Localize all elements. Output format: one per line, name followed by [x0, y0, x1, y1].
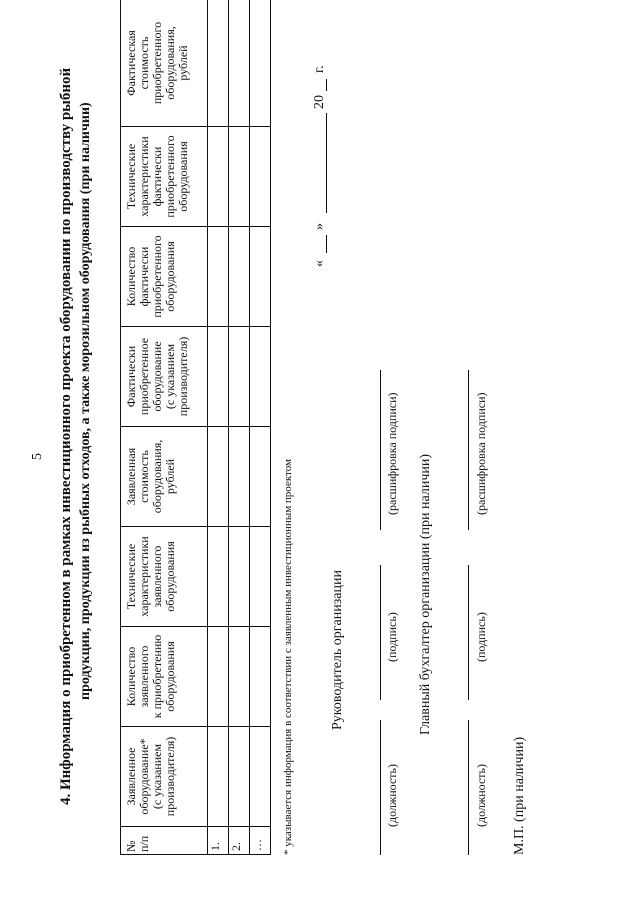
table-cell[interactable] [229, 327, 250, 427]
table-cell[interactable] [229, 0, 250, 127]
column-header-9 [121, 0, 208, 127]
column-header-1 [121, 827, 208, 855]
head-transcript-caption: (расшифровка подписи) [385, 392, 399, 515]
accountant-transcript-caption: (расшифровка подписи) [474, 392, 488, 515]
row-number: 2. [229, 827, 250, 855]
table-cell[interactable] [229, 727, 250, 827]
stamp-label: М.П. (при наличии) [512, 736, 527, 855]
section-subtitle: продукции, продукции из рыбных отходов, а также морозильном оборудования (при наличии) [78, 102, 93, 700]
row-number: … [250, 827, 271, 855]
column-header-line: оборудования [163, 541, 177, 612]
table-cell[interactable] [250, 227, 271, 327]
column-header-7 [121, 227, 208, 327]
table-cell[interactable] [229, 627, 250, 727]
column-header-6 [121, 327, 208, 427]
column-header-line: к приобретению [150, 634, 164, 719]
column-header-line: оборудования [163, 641, 177, 712]
head-position-line[interactable] [380, 720, 381, 855]
column-header-line: Технические [124, 143, 138, 210]
column-header-line: оборудования, [163, 26, 177, 100]
column-header-line: (с указанием [163, 343, 177, 410]
column-header-8 [121, 127, 208, 227]
table-cell[interactable] [250, 527, 271, 627]
date-month-line[interactable] [326, 113, 327, 213]
table-cell[interactable] [250, 327, 271, 427]
accountant-position-line[interactable] [468, 720, 469, 855]
date-year-suffix: г. [312, 65, 327, 73]
column-header-line: оборудование [150, 341, 164, 412]
column-header-line: приобретенное [137, 337, 151, 416]
accountant-label: Главный бухгалтер организации (при наличии) [418, 453, 433, 735]
head-signature-line[interactable] [380, 565, 381, 700]
column-header-line: стоимость [137, 450, 151, 503]
table-cell[interactable] [229, 527, 250, 627]
date-open-quote: « [312, 260, 327, 267]
date-year-line[interactable] [326, 79, 327, 91]
accountant-signature-caption: (подпись) [474, 612, 488, 662]
column-header-line: Количество [124, 246, 138, 307]
table-header-row [121, 0, 208, 855]
table-cell[interactable] [250, 627, 271, 727]
date-close-quote: » [312, 223, 327, 230]
column-header-line: оборудования [163, 241, 177, 312]
table-cell[interactable] [250, 427, 271, 527]
table-body [208, 0, 271, 855]
column-header-line: (с указанием [150, 743, 164, 810]
table-cell[interactable] [208, 0, 229, 127]
date-year-prefix: 20 [312, 95, 327, 109]
page-number: 5 [30, 453, 45, 460]
table-cell[interactable] [229, 127, 250, 227]
date-day-line[interactable] [326, 235, 327, 253]
column-header-line: производителя) [163, 736, 177, 817]
head-position-caption: (должность) [385, 764, 399, 827]
table-cell[interactable] [208, 727, 229, 827]
table-cell[interactable] [208, 227, 229, 327]
column-header-3 [121, 627, 208, 727]
column-header-line: стоимость [137, 36, 151, 90]
column-header-line: заявленного [150, 545, 164, 608]
column-header-line: приобретенного [150, 235, 164, 318]
column-header-line: Фактическая [124, 30, 138, 96]
footnote: * указывается информация в соответствии с заявленным инвестиционным проектом [282, 459, 294, 855]
column-header-4 [121, 527, 208, 627]
row-number: 1. [208, 827, 229, 855]
accountant-position-caption: (должность) [474, 764, 488, 827]
column-header-line: Количество [124, 646, 138, 707]
table-cell[interactable] [208, 427, 229, 527]
column-header-line: приобретенного [150, 21, 164, 105]
column-header-line: приобретенного [163, 135, 177, 218]
table-cell[interactable] [250, 0, 271, 127]
accountant-signature-line[interactable] [468, 565, 469, 700]
table-cell[interactable] [208, 127, 229, 227]
column-header-line: фактически [137, 246, 151, 307]
table-cell[interactable] [250, 127, 271, 227]
column-header-line: оборудования, [150, 439, 164, 514]
table-cell[interactable] [229, 227, 250, 327]
section-title: 4. Информация о приобретенном в рамках инвестиционного проекта оборудовании по производству рыбной [58, 67, 74, 805]
table-cell[interactable] [208, 327, 229, 427]
column-header-line: оборудования [176, 141, 190, 212]
table-cell[interactable] [229, 427, 250, 527]
table-cell[interactable] [208, 527, 229, 627]
column-header-line: п/п [137, 835, 151, 852]
table-cell[interactable] [250, 727, 271, 827]
column-header-line: № [124, 840, 138, 852]
column-header-line: заявленного [137, 645, 151, 708]
column-header-line: рублей [176, 45, 190, 81]
column-header-line: фактически [150, 146, 164, 207]
table-row [208, 0, 229, 855]
column-header-line: характеристики [137, 536, 151, 617]
column-header-line: Заявленная [124, 447, 138, 506]
head-transcript-line[interactable] [380, 370, 381, 530]
head-label: Руководитель организации [330, 570, 345, 730]
column-header-2 [121, 727, 208, 827]
column-header-line: оборудование* [137, 738, 151, 815]
column-header-line: характеристики [137, 136, 151, 217]
column-header-5 [121, 427, 208, 527]
column-header-line: производителя) [176, 336, 190, 417]
column-header-line: Фактически [124, 345, 138, 408]
accountant-transcript-line[interactable] [468, 370, 469, 530]
table-row [229, 0, 250, 855]
column-header-line: Заявленное [124, 747, 138, 806]
column-header-line: Технические [124, 543, 138, 610]
table-cell[interactable] [208, 627, 229, 727]
column-header-line: рублей [163, 458, 177, 495]
equipment-table [120, 0, 271, 855]
head-signature-caption: (подпись) [385, 612, 399, 662]
table-row [250, 0, 271, 855]
